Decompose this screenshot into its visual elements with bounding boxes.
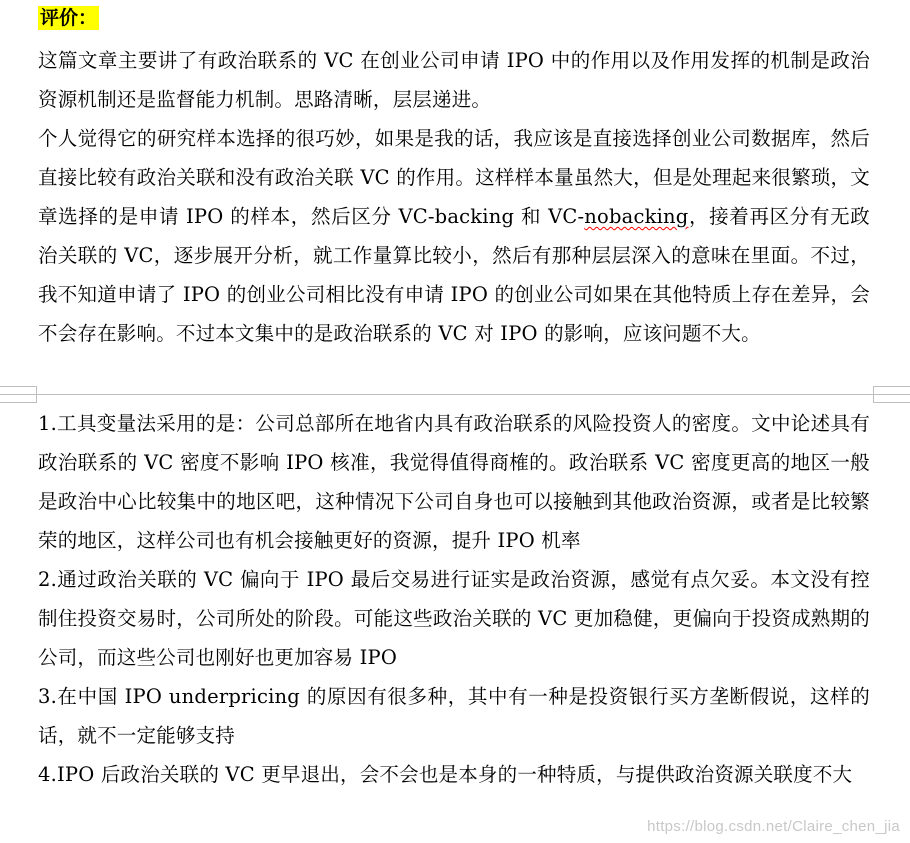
sample-selection-paragraph [38,119,870,353]
critique-item-1: 1.工具变量法采用的是：公司总部所在地省内具有政治联系的风险投资人的密度。文中论述具有政治联系的 VC 密度不影响 IPO 核准，我觉得值得商榷的。政治联系 VC 密度更高的地区一般是政治中心比较集中的地区吧，这种情况下公司自身也可以接触到其他政治资源，或者是比较繁荣的地区，这样公司也有机会接触更好的资源，提升 IPO 机率 [38,412,870,552]
critique-item-2: 2.通过政治关联的 VC 偏向于 IPO 最后交易进行证实是政治资源，感觉有点欠妥。本文没有控制住投资交易时，公司所处的阶段。可能这些政治关联的 VC 更加稳健，更偏向于投资成熟期的公司，而这些公司也刚好也更加容易 IPO [38,568,870,669]
page-corner-right [873,386,910,403]
page-break-line [0,394,910,395]
summary-paragraph: 这篇文章主要讲了有政治联系的 VC 在创业公司申请 IPO 中的作用以及作用发挥的机制是政治资源机制还是监督能力机制。思路清晰，层层递进。 [38,49,870,111]
watermark: https://blog.csdn.net/Claire_chen_jia [647,818,900,835]
critique-item-3: 3.在中国 IPO underpricing 的原因有很多种，其中有一种是投资银行买方垄断假说，这样的话，就不一定能够支持 [38,685,870,747]
paragraph-text-end: ，接着再区分有无政治关联的 VC，逐步展开分析，就工作量算比较小，然后有那种层层深入的意味在里面。不过，我不知道申请了 IPO 的创业公司相比没有申请 IPO 的创业公司如果在其他特质上存在差异，会不会存在影响。不过本文集中的是政治联系的 VC 对 IPO 的影响，应该问题不大。 [38,205,870,345]
critique-item-4: 4.IPO 后政治关联的 VC 更早退出，会不会也是本身的一种特质，与提供政治资源关联度不大 [38,763,853,786]
review-heading: 评价： [40,7,98,29]
page-corner-left [0,386,37,403]
spellcheck-word: nobacking [584,205,689,228]
paragraph-text-start: 个人觉得它的研究样本选择的很巧妙，如果是我的话，我应该是直接选择创业公司数据库，然后直接比较有政治关联和没有政治关联 VC 的作用。这样样本量虽然大，但是处理起来很繁琐，文章选择的是申请 IPO 的样本，然后区分 VC-backing 和 VC- [38,127,870,228]
